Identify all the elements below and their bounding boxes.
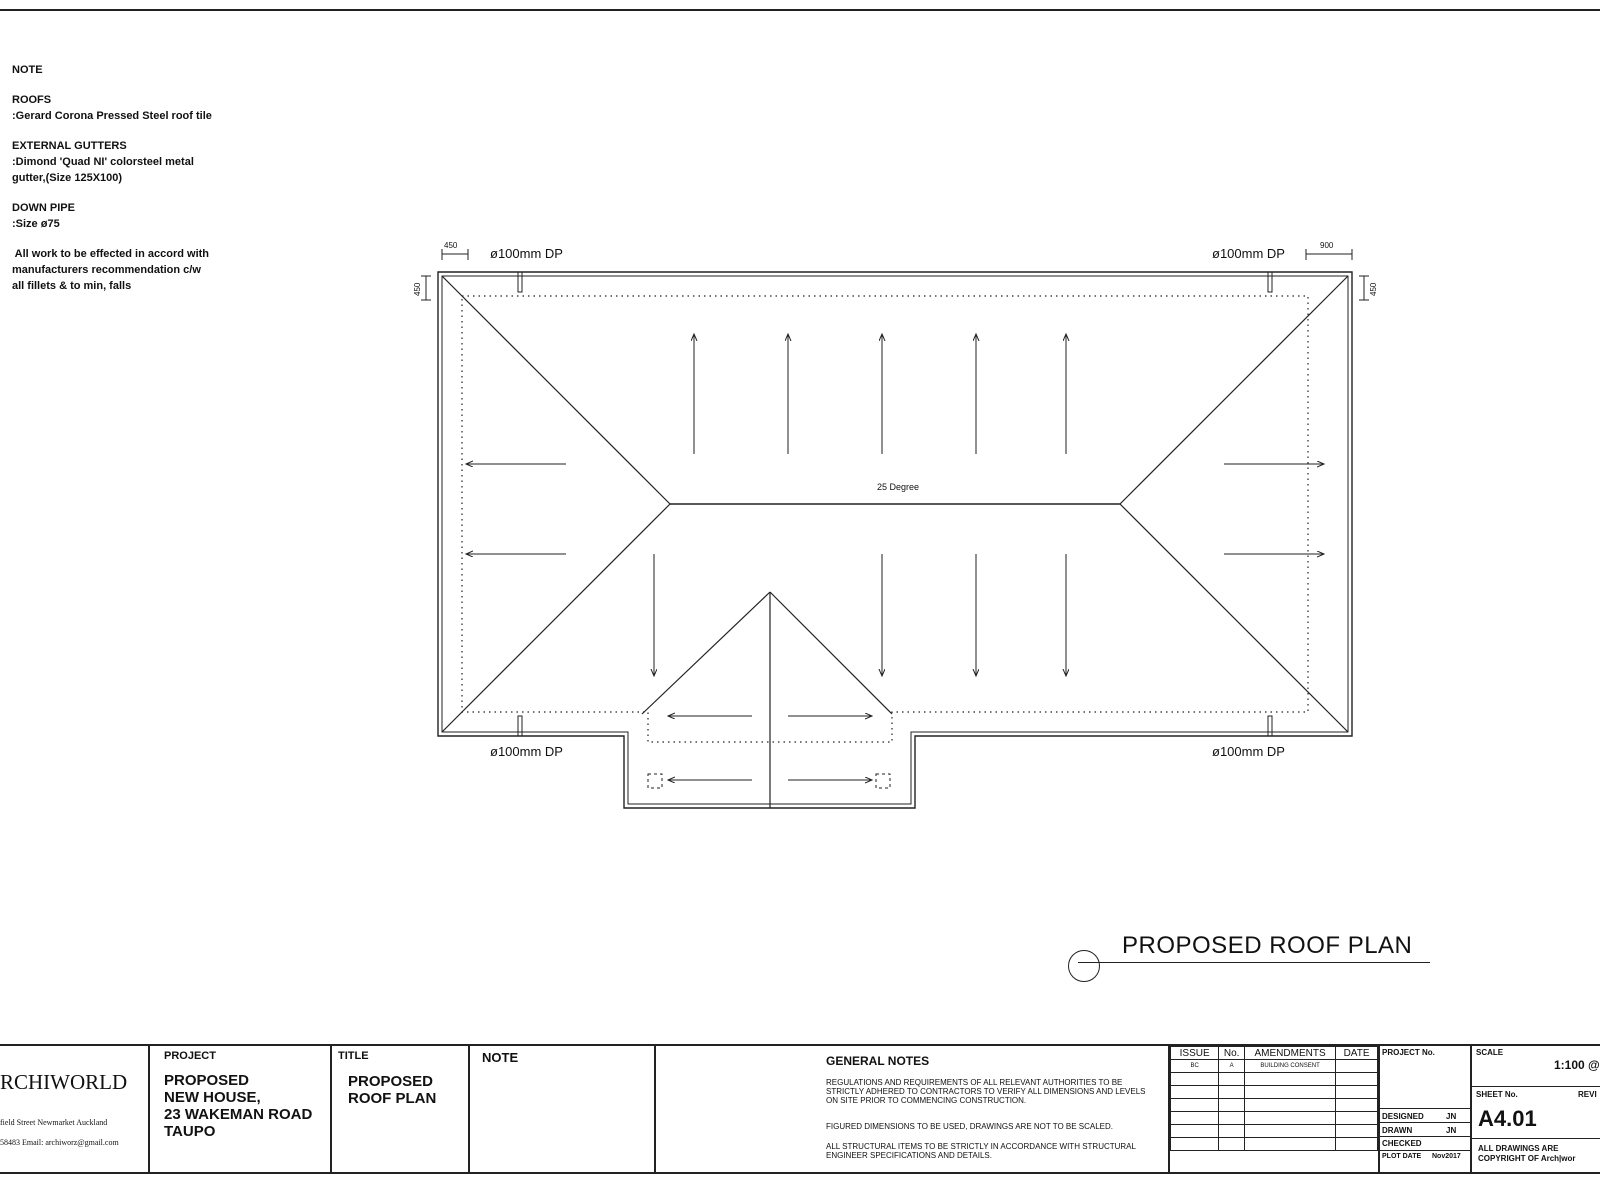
title-line-1: PROPOSED (348, 1073, 434, 1090)
hip-line-top-right (1120, 276, 1348, 504)
dim-label-top-left: 450 (444, 241, 458, 250)
pitch-label: 25 Degree (877, 482, 920, 492)
date-header: DATE (1336, 1047, 1378, 1060)
dp-label-bottom-right: ø100mm DP (1212, 744, 1285, 759)
sheet-info-cell (1470, 1046, 1600, 1172)
roof-outline-inner (442, 276, 1348, 804)
firm-name: RCHIWORLD (0, 1070, 128, 1094)
issue-cell: BC (1171, 1060, 1219, 1073)
general-note-3: all fillets & to min, falls (12, 280, 132, 292)
notes-heading: NOTE (12, 64, 43, 76)
general-notes-cell (656, 1046, 1170, 1172)
note-cell (470, 1046, 656, 1172)
scale-value: 1:100 @ (1554, 1058, 1600, 1072)
drawn-label: DRAWN (1382, 1126, 1413, 1135)
amendments-table (1170, 1046, 1378, 1151)
plan-title: PROPOSED ROOF PLAN (1122, 932, 1413, 959)
title-block (0, 1044, 1600, 1174)
no-header: No. (1219, 1047, 1245, 1060)
general-note-a: REGULATIONS AND REQUIREMENTS OF ALL RELEVANT AUTHORITIES TO BE STRICTLY ADHERED TO CONTRACTORS TO VERIFY ALL DIMENSIONS AND LEVELS ON SITE PRIOR TO COMMENCING CONSTRUCTION. (826, 1078, 1146, 1105)
project-no-label: PROJECT No. (1382, 1048, 1435, 1057)
project-label: PROJECT (164, 1050, 216, 1062)
dim-label-top-right: 900 (1320, 241, 1334, 250)
project-info-cell (1378, 1046, 1472, 1172)
note-label: NOTE (482, 1050, 519, 1065)
hip-line-top-left (442, 276, 670, 504)
hip-line-bottom-left (442, 504, 670, 732)
downpipe-title: DOWN PIPE (12, 202, 75, 214)
fall-arrows-top (694, 334, 1066, 454)
general-note-b: FIGURED DIMENSIONS TO BE USED, DRAWINGS ARE NOT TO BE SCALED. (826, 1122, 1114, 1131)
dim-label-right: 450 (1369, 282, 1378, 296)
sheet-number: A4.01 (1478, 1106, 1537, 1131)
gutter-line (462, 296, 1308, 742)
issue-header: ISSUE (1171, 1047, 1219, 1060)
project-line-4: TAUPO (164, 1123, 216, 1140)
dim-label-left: 450 (413, 282, 422, 296)
scale-label: SCALE (1476, 1048, 1504, 1057)
general-note-1: All work to be effected in accord with (12, 248, 210, 260)
amendment-cell: BUILDING CONSENT (1245, 1060, 1336, 1073)
drawn-value: JN (1446, 1126, 1457, 1135)
downpipe-text: :Size ø75 (12, 218, 60, 230)
general-note-2: manufacturers recommendation c/w (12, 264, 201, 276)
designed-value: JN (1446, 1112, 1457, 1121)
gable-hip-left (642, 592, 770, 714)
hip-line-bottom-right (1120, 504, 1348, 732)
firm-address: field Street Newmarket Auckland (0, 1118, 108, 1127)
dp-label-bottom-left: ø100mm DP (490, 744, 563, 759)
dp-label-top-left: ø100mm DP (490, 246, 563, 261)
gutters-text-2: gutter,(Size 125X100) (12, 172, 123, 184)
plan-title-underline (1078, 962, 1430, 963)
project-line-1: PROPOSED (164, 1072, 250, 1089)
general-note-c: ALL STRUCTURAL ITEMS TO BE STRICTLY IN ACCORDANCE WITH STRUCTURAL ENGINEER SPECIFICATIONS AND DETAILS. (826, 1142, 1136, 1160)
dp-label-top-right: ø100mm DP (1212, 246, 1285, 261)
roofs-text: :Gerard Corona Pressed Steel roof tile (12, 110, 212, 122)
gutters-title: EXTERNAL GUTTERS (12, 140, 127, 152)
amendments-header: AMENDMENTS (1245, 1047, 1336, 1060)
plan-title-marker (1068, 950, 1100, 982)
roofs-title: ROOFS (12, 94, 52, 106)
firm-contact: 58483 Email: archiworz@gmail.com (0, 1138, 119, 1147)
fall-arrows-bottom (654, 554, 1066, 676)
gutters-text-1: :Dimond 'Quad NI' colorsteel metal (12, 156, 194, 168)
project-line-3: 23 WAKEMAN ROAD (164, 1106, 313, 1123)
no-cell: A (1219, 1060, 1245, 1073)
plot-date-label: PLOT DATE (1382, 1153, 1422, 1160)
checked-label: CHECKED (1382, 1139, 1422, 1148)
sheet-no-label: SHEET No. (1476, 1090, 1518, 1099)
fall-arrows-left (466, 464, 566, 554)
copyright-line-1: ALL DRAWINGS ARE (1478, 1144, 1559, 1153)
project-line-2: NEW HOUSE, (164, 1089, 261, 1106)
fall-arrows-right (1224, 464, 1324, 554)
title-cell (332, 1046, 470, 1172)
designed-label: DESIGNED (1382, 1112, 1424, 1121)
general-notes-label: GENERAL NOTES (826, 1054, 930, 1068)
title-label: TITLE (338, 1050, 369, 1062)
copyright-line-2: COPYRIGHT OF Arch|wor (1478, 1154, 1576, 1163)
gable-hip-right (770, 592, 892, 714)
firm-cell (0, 1046, 150, 1172)
revision-label: REVI (1578, 1090, 1597, 1099)
roof-outline-outer (438, 272, 1352, 808)
project-cell (150, 1046, 332, 1172)
title-line-2: ROOF PLAN (348, 1090, 437, 1107)
corner-markers (648, 774, 890, 788)
plot-date-value: Nov2017 (1432, 1153, 1461, 1160)
